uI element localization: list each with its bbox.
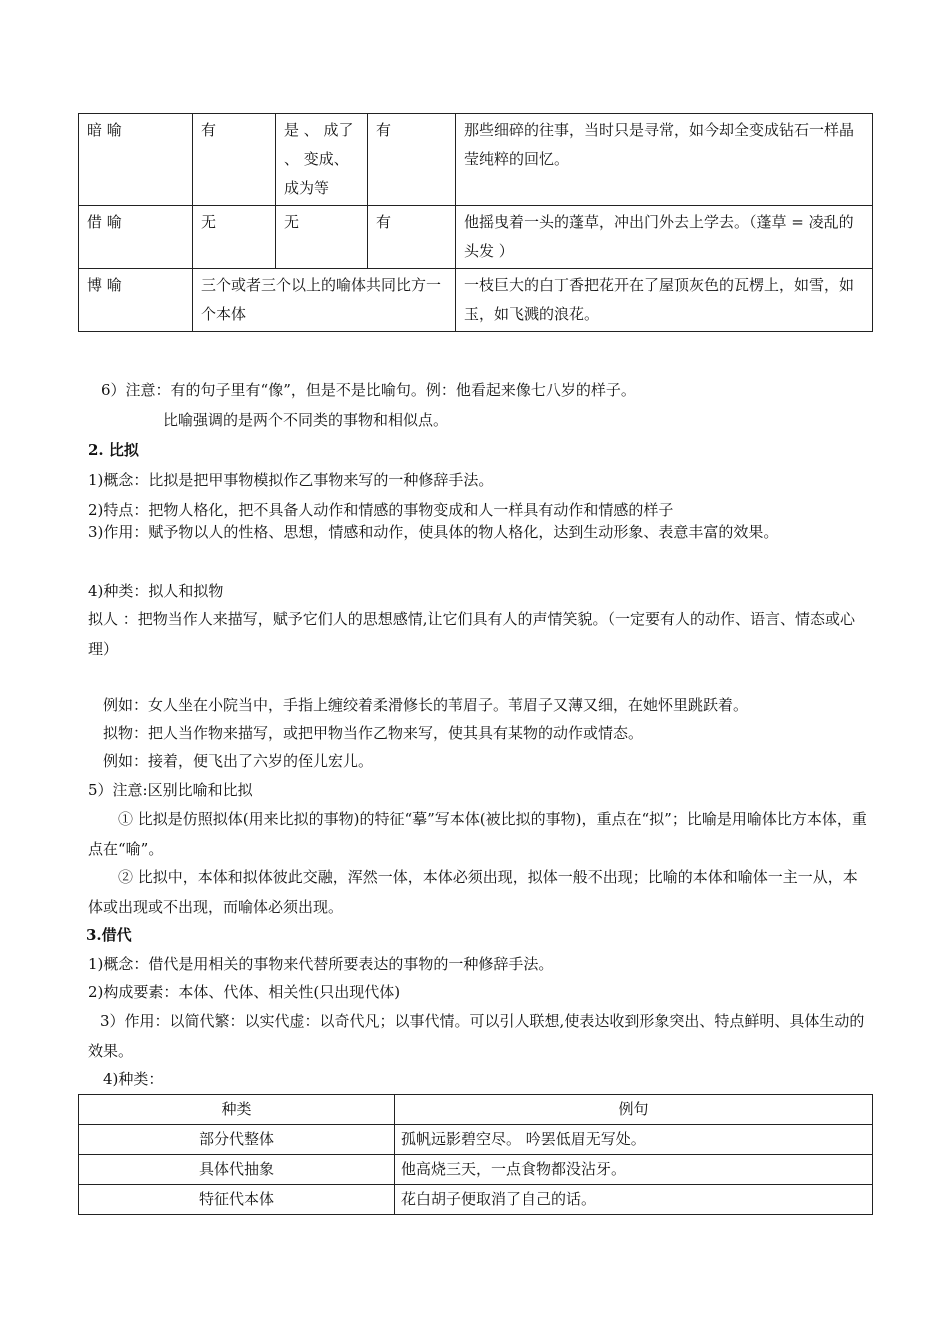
table-row — [79, 1125, 873, 1155]
para-note-5: 5）注意:区别比喻和比拟 — [88, 781, 253, 799]
type-cell: 借 喻 — [79, 206, 193, 269]
metaphor-table — [78, 113, 873, 332]
example-cell: 他高烧三天，一点食物都没沾牙。 — [395, 1155, 873, 1185]
para-distinction-1: ① 比拟是仿照拟体(用来比拟的事物)的特征“摹”写本体(被比拟的事物)，重点在“拟”；比喻是用喻体比方本体，重点在“喻”。 — [88, 810, 867, 858]
para-example-1: 例如：女人坐在小院当中，手指上缠绞着柔滑修长的苇眉子。苇眉子又薄又细，在她怀里跳跃着。 — [103, 696, 749, 714]
example-cell: 孤帆远影碧空尽。 吟罢低眉无写处。 — [395, 1125, 873, 1155]
para-example-2: 例如：接着，便飞出了六岁的侄儿宏儿。 — [103, 752, 374, 770]
type-cell: 部分代整体 — [79, 1125, 395, 1155]
vehicle-cell: 有 — [368, 114, 456, 206]
para-feature: 2)特点：把物人格化，把不具备人动作和情感的事物变成和人一样具有动作和情感的样子 — [88, 501, 674, 519]
para-metonymy-effect: 3）作用：以简代繁：以实代虚：以奇代凡；以事代情。可以引人联想,使表达收到形象突出、特点鲜明、具体生动的效果。 — [88, 1012, 865, 1060]
note-6-detail: 比喻强调的是两个不同类的事物和相似点。 — [163, 411, 449, 429]
merged-cell: 三个或者三个以上的喻体共同比方一个本体 — [193, 269, 456, 332]
example-cell: 那些细碎的往事，当时只是寻常，如今却全变成钻石一样晶莹纯粹的回忆。 — [456, 114, 873, 206]
table-row — [79, 114, 873, 206]
heading-metonymy: 3.借代 — [86, 926, 132, 944]
header-example: 例句 — [395, 1095, 873, 1125]
header-type: 种类 — [79, 1095, 395, 1125]
table-row — [79, 206, 873, 269]
type-cell: 特征代本体 — [79, 1185, 395, 1215]
para-effect: 3)作用：赋予物以人的性格、思想，情感和动作，使具体的物人格化，达到生动形象、表意丰富的效果。 — [88, 523, 779, 541]
table-header-row — [79, 1095, 873, 1125]
example-cell: 他摇曳着一头的蓬草，冲出门外去上学去。（蓬草 = 凌乱的头发 ） — [456, 206, 873, 269]
example-cell: 一枝巨大的白丁香把花开在了屋顶灰色的瓦楞上，如雪，如玉，如飞溅的浪花。 — [456, 269, 873, 332]
para-personify: 拟人 ：把物当作人来描写，赋予它们人的思想感情,让它们具有人的声情笑貌。（一定要有人的动作、语言、情态或心理） — [88, 610, 856, 658]
heading-personification: 2. 比拟 — [88, 441, 139, 459]
ontology-cell: 无 — [193, 206, 276, 269]
para-concept: 1)概念：比拟是把甲事物模拟作乙事物来写的一种修辞手法。 — [88, 471, 494, 489]
table-row — [79, 269, 873, 332]
type-cell: 暗 喻 — [79, 114, 193, 206]
para-metonymy-types: 4)种类： — [103, 1070, 164, 1088]
ontology-cell: 有 — [193, 114, 276, 206]
words-cell: 无 — [276, 206, 368, 269]
para-distinction-2: ② 比拟中，本体和拟体彼此交融，浑然一体，本体必须出现，拟体一般不出现；比喻的本体和喻体一主一从，本体或出现或不出现，而喻体必须出现。 — [88, 868, 858, 916]
example-cell: 花白胡子便取消了自己的话。 — [395, 1185, 873, 1215]
table-row — [79, 1155, 873, 1185]
para-metonymy-concept: 1)概念：借代是用相关的事物来代替所要表达的事物的一种修辞手法。 — [88, 955, 554, 973]
para-metonymy-elements: 2)构成要素：本体、代体、相关性(只出现代体) — [88, 983, 401, 1001]
type-cell: 博 喻 — [79, 269, 193, 332]
words-cell: 是 、 成了 、 变成、成为等 — [276, 114, 368, 206]
metonymy-table — [78, 1094, 873, 1215]
table-row — [79, 1185, 873, 1215]
vehicle-cell: 有 — [368, 206, 456, 269]
note-6: 6）注意：有的句子里有“像”，但是不是比喻句。例：他看起来像七八岁的样子。 — [101, 381, 636, 399]
para-objectify: 拟物：把人当作物来描写，或把甲物当作乙物来写，使其具有某物的动作或情态。 — [103, 724, 644, 742]
para-types: 4)种类：拟人和拟物 — [88, 582, 224, 600]
type-cell: 具体代抽象 — [79, 1155, 395, 1185]
